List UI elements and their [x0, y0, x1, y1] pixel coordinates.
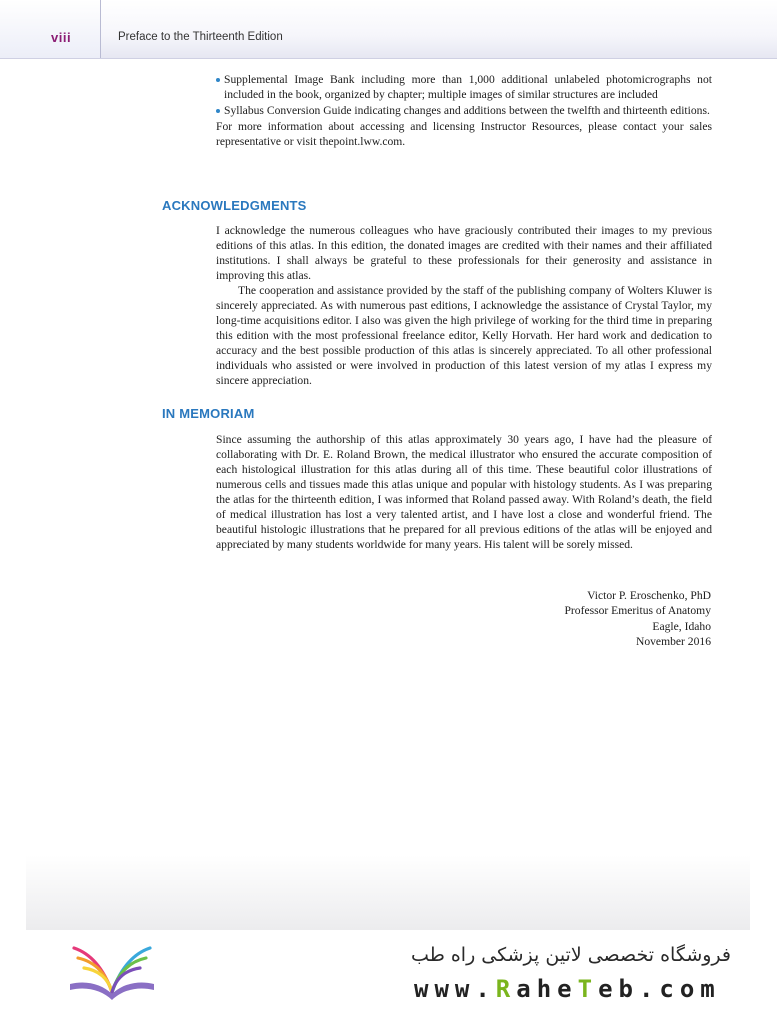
url-prefix: www.	[414, 975, 496, 1003]
author-location: Eagle, Idaho	[652, 619, 711, 633]
running-head: Preface to the Thirteenth Edition	[118, 31, 283, 43]
page-bottom-shadow	[26, 855, 750, 930]
store-url-link[interactable]	[414, 975, 721, 1003]
memoriam-body	[216, 432, 712, 552]
author-signature	[564, 588, 711, 650]
url-mid: ahe	[516, 975, 578, 1003]
list-item-text: Supplemental Image Bank including more than 1,000 additional unlabeled photomicrographs not included in the book, organized by chapter; multiple images of similar structures are included	[224, 73, 712, 101]
acknowledgments-paragraph: The cooperation and assistance provided by the staff of the publishing company of Wolters Kluwer is sincerely appreciated. As with numerous past editions, I acknowledge the assistance of Crystal Taylor, my long-time acquisitions editor. I also was given the high privilege of working for the third time in preparing this edition with the most professional freelance editor, Kelly Horvath. Her hard work and dedication to accuracy and the best possible production of this atlas is sincerely appreciated. To all other professional individuals who assisted or were involved in production of this latest version of my atlas I express my sincere appreciation.	[216, 284, 712, 387]
header-divider	[100, 0, 101, 58]
list-item	[216, 72, 712, 102]
page-header	[0, 0, 777, 59]
store-name: فروشگاه تخصصی لاتین پزشکی راه طب	[411, 944, 731, 966]
acknowledgments-heading: ACKNOWLEDGMENTS	[162, 198, 307, 213]
memoriam-heading: IN MEMORIAM	[162, 406, 255, 421]
open-book-icon	[64, 940, 160, 1007]
url-suffix: eb.com	[598, 975, 721, 1003]
url-accent: R	[495, 975, 517, 1003]
acknowledgments-body	[216, 223, 712, 388]
list-item	[216, 103, 712, 118]
page-number: viii	[51, 30, 72, 45]
intro-section	[216, 72, 712, 149]
acknowledgments-paragraph: I acknowledge the numerous colleagues who have graciously contributed their images to my previous editions of this atlas. In this edition, the donated images are credited with their names and their affiliated institutions. I shall always be grateful to these professionals for their generosity and assistance in improving this atlas.	[216, 224, 712, 282]
author-name: Victor P. Eroschenko, PhD	[587, 589, 711, 602]
author-title: Professor Emeritus of Anatomy	[564, 604, 711, 618]
page-number-box	[0, 0, 100, 58]
memoriam-paragraph: Since assuming the authorship of this atlas approximately 30 years ago, I have had the pleasure of collaborating with Dr. E. Roland Brown, the medical illustrator who ensured the accurate composition of each histological illustration for this atlas during all of this time. These beautiful color illustrations of numerous cells and tissues made this atlas unique and popular with histology students. As I was preparing the atlas for the thirteenth edition, I was informed that Roland passed away. With Roland’s death, the field of medical illustration has lost a very talented artist, and I have lost a close and wonderful friend. The beautiful histologic illustrations that he prepared for all previous editions of the atlas will be enjoyed and appreciated by many students worldwide for many years. His talent will be sorely missed.	[216, 433, 712, 551]
bullet-icon	[216, 78, 220, 82]
resource-list	[216, 72, 712, 118]
bullet-icon	[216, 109, 220, 113]
url-accent: T	[577, 975, 599, 1003]
instructor-resources-note: For more information about accessing and licensing Instructor Resources, please contact your sales representative or visit thepoint.lww.com.	[216, 120, 712, 148]
list-item-text: Syllabus Conversion Guide indicating changes and additions between the twelfth and thirteenth editions.	[224, 104, 710, 117]
signature-date: November 2016	[635, 635, 711, 649]
